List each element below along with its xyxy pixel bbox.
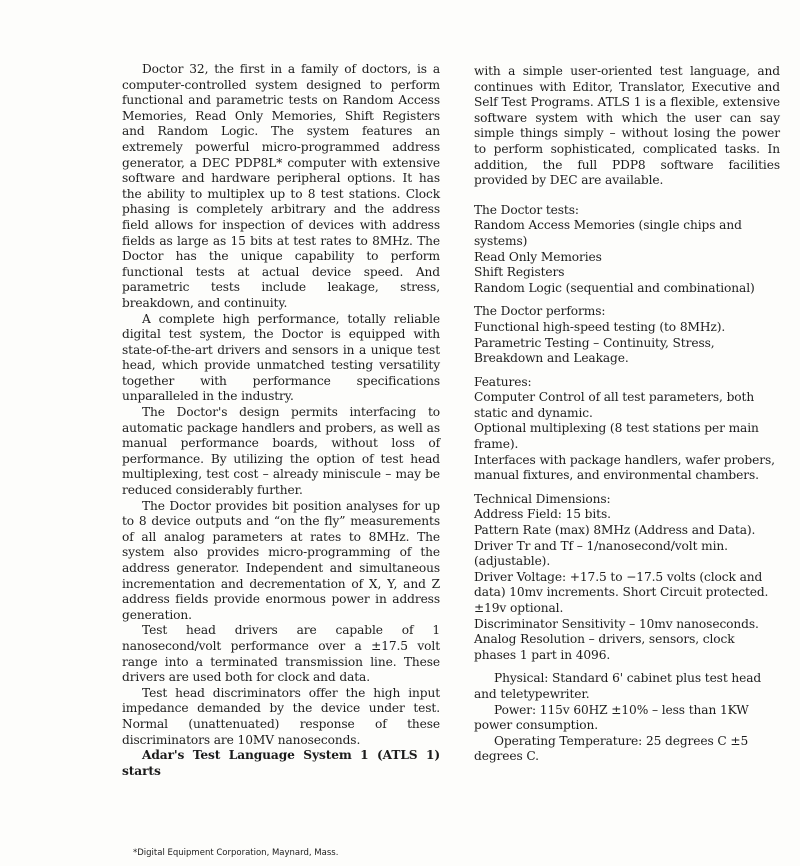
section-technical — [474, 492, 780, 664]
section-heading: The Doctor tests: — [474, 202, 579, 217]
list-item: Functional high-speed testing (to 8MHz). — [474, 319, 726, 334]
left-column — [122, 62, 440, 779]
list-item: Optional multiplexing (8 test stations per main frame). — [474, 421, 759, 452]
list-item: Shift Registers — [474, 265, 565, 280]
paragraph-performance: A complete high performance, totally reliable digital test system, the Doctor is equipped with state-of-the-art drivers and sensors in a unique test head, which provide unmatched testing versatility together with performance specifications unparalleled in the industry. — [122, 311, 440, 404]
footnote: *Digital Equipment Corporation, Maynard, Mass. — [133, 848, 339, 858]
list-item: Parametric Testing – Continuity, Stress, Breakdown and Leakage. — [474, 335, 715, 366]
paragraph-power: Power: 115v 60HZ ±10% – less than 1KW power consumption. — [474, 702, 749, 733]
list-item: Read Only Memories — [474, 249, 602, 264]
section-heading: Features: — [474, 374, 532, 389]
list-item: Random Logic (sequential and combinational) — [474, 280, 755, 295]
paragraph-interfacing: The Doctor's design permits interfacing to automatic package handlers and probers, as well as manual performance boards, without loss of performance. By utilizing the option of test head multiplexing, test cost – already miniscule – may be reduced considerably further. — [122, 405, 440, 498]
paragraph-overview: Doctor 32, the first in a family of doctors, is a computer-controlled system designed to perform functional and parametric tests on Random Access Memories, Read Only Memories, Shift Registers and Random Logic. The system features an extremely powerful micro-programmed address generator, a DEC PDP8L* computer with extensive software and hardware peripheral options. It has the ability to multiplex up to 8 test stations. Clock phasing is completely arbitrary and the address field allows for inspection of devices with address fields as large as 15 bits at test rates to 8MHz. The Doctor has the unique capability to perform functional tests at actual device speed. And parametric tests include leakage, stress, breakdown, and continuity. — [122, 62, 440, 310]
section-heading: The Doctor performs: — [474, 304, 606, 319]
paragraph-analyses: The Doctor provides bit position analyses for up to 8 device outputs and “on the fly” measurements of all analog parameters at rates to 8MHz. The system also provides micro-programming of the address generator. Independent and simultaneous incrementation and decrementation of X, Y, and Z address fields provide enormous power in address generation. — [122, 498, 440, 622]
list-item: Random Access Memories (single chips and systems) — [474, 218, 742, 248]
list-item: Interfaces with package handlers, wafer probers, manual fixtures, and environmental chambers. — [474, 452, 775, 483]
right-column — [474, 64, 780, 765]
list-item: Driver Voltage: +17.5 to −17.5 volts (clock and data) 10mv increments. Short Circuit protected. ±19v optional. — [474, 569, 769, 615]
paragraph-temperature: Operating Temperature: 25 degrees C ±5 degrees C. — [474, 733, 749, 764]
list-item: Address Field: 15 bits. — [474, 507, 611, 522]
list-item: Computer Control of all test parameters, both static and dynamic. — [474, 390, 755, 420]
section-heading: Technical Dimensions: — [474, 491, 611, 506]
paragraph-drivers: Test head drivers are capable of 1 nanosecond/volt performance over a ±17.5 volt range into a terminated transmission line. These drivers are used both for clock and data. — [122, 623, 440, 685]
paragraph-physical: Physical: Standard 6' cabinet plus test head and teletypewriter. — [474, 671, 762, 701]
section-performs — [474, 304, 780, 366]
paragraph-discriminators: Test head discriminators offer the high input impedance demanded by the device under test. Normal (unattenuated) response of these discriminators are 10MV nanoseconds. — [122, 685, 440, 747]
paragraph-atls-continued: with a simple user-oriented test language, and continues with Editor, Translator, Executive and Self Test Programs. ATLS 1 is a flexible, extensive software system with which the user can say simple things simply – without losing the power to perform sophisticated, complicated tasks. In addition, the full PDP8 software facilities provided by DEC are available. — [474, 64, 780, 188]
list-item: Discriminator Sensitivity – 10mv nanoseconds. — [474, 616, 759, 631]
section-features — [474, 375, 780, 484]
section-tests — [474, 203, 780, 297]
list-item: Analog Resolution – drivers, sensors, clock phases 1 part in 4096. — [474, 632, 735, 662]
list-item: Driver Tr and Tf – 1/nanosecond/volt min. (adjustable). — [474, 538, 728, 569]
list-item: Pattern Rate (max) 8MHz (Address and Data). — [474, 523, 756, 538]
paragraph-atls-lead: Adar's Test Language System 1 (ATLS 1) starts — [122, 748, 440, 778]
